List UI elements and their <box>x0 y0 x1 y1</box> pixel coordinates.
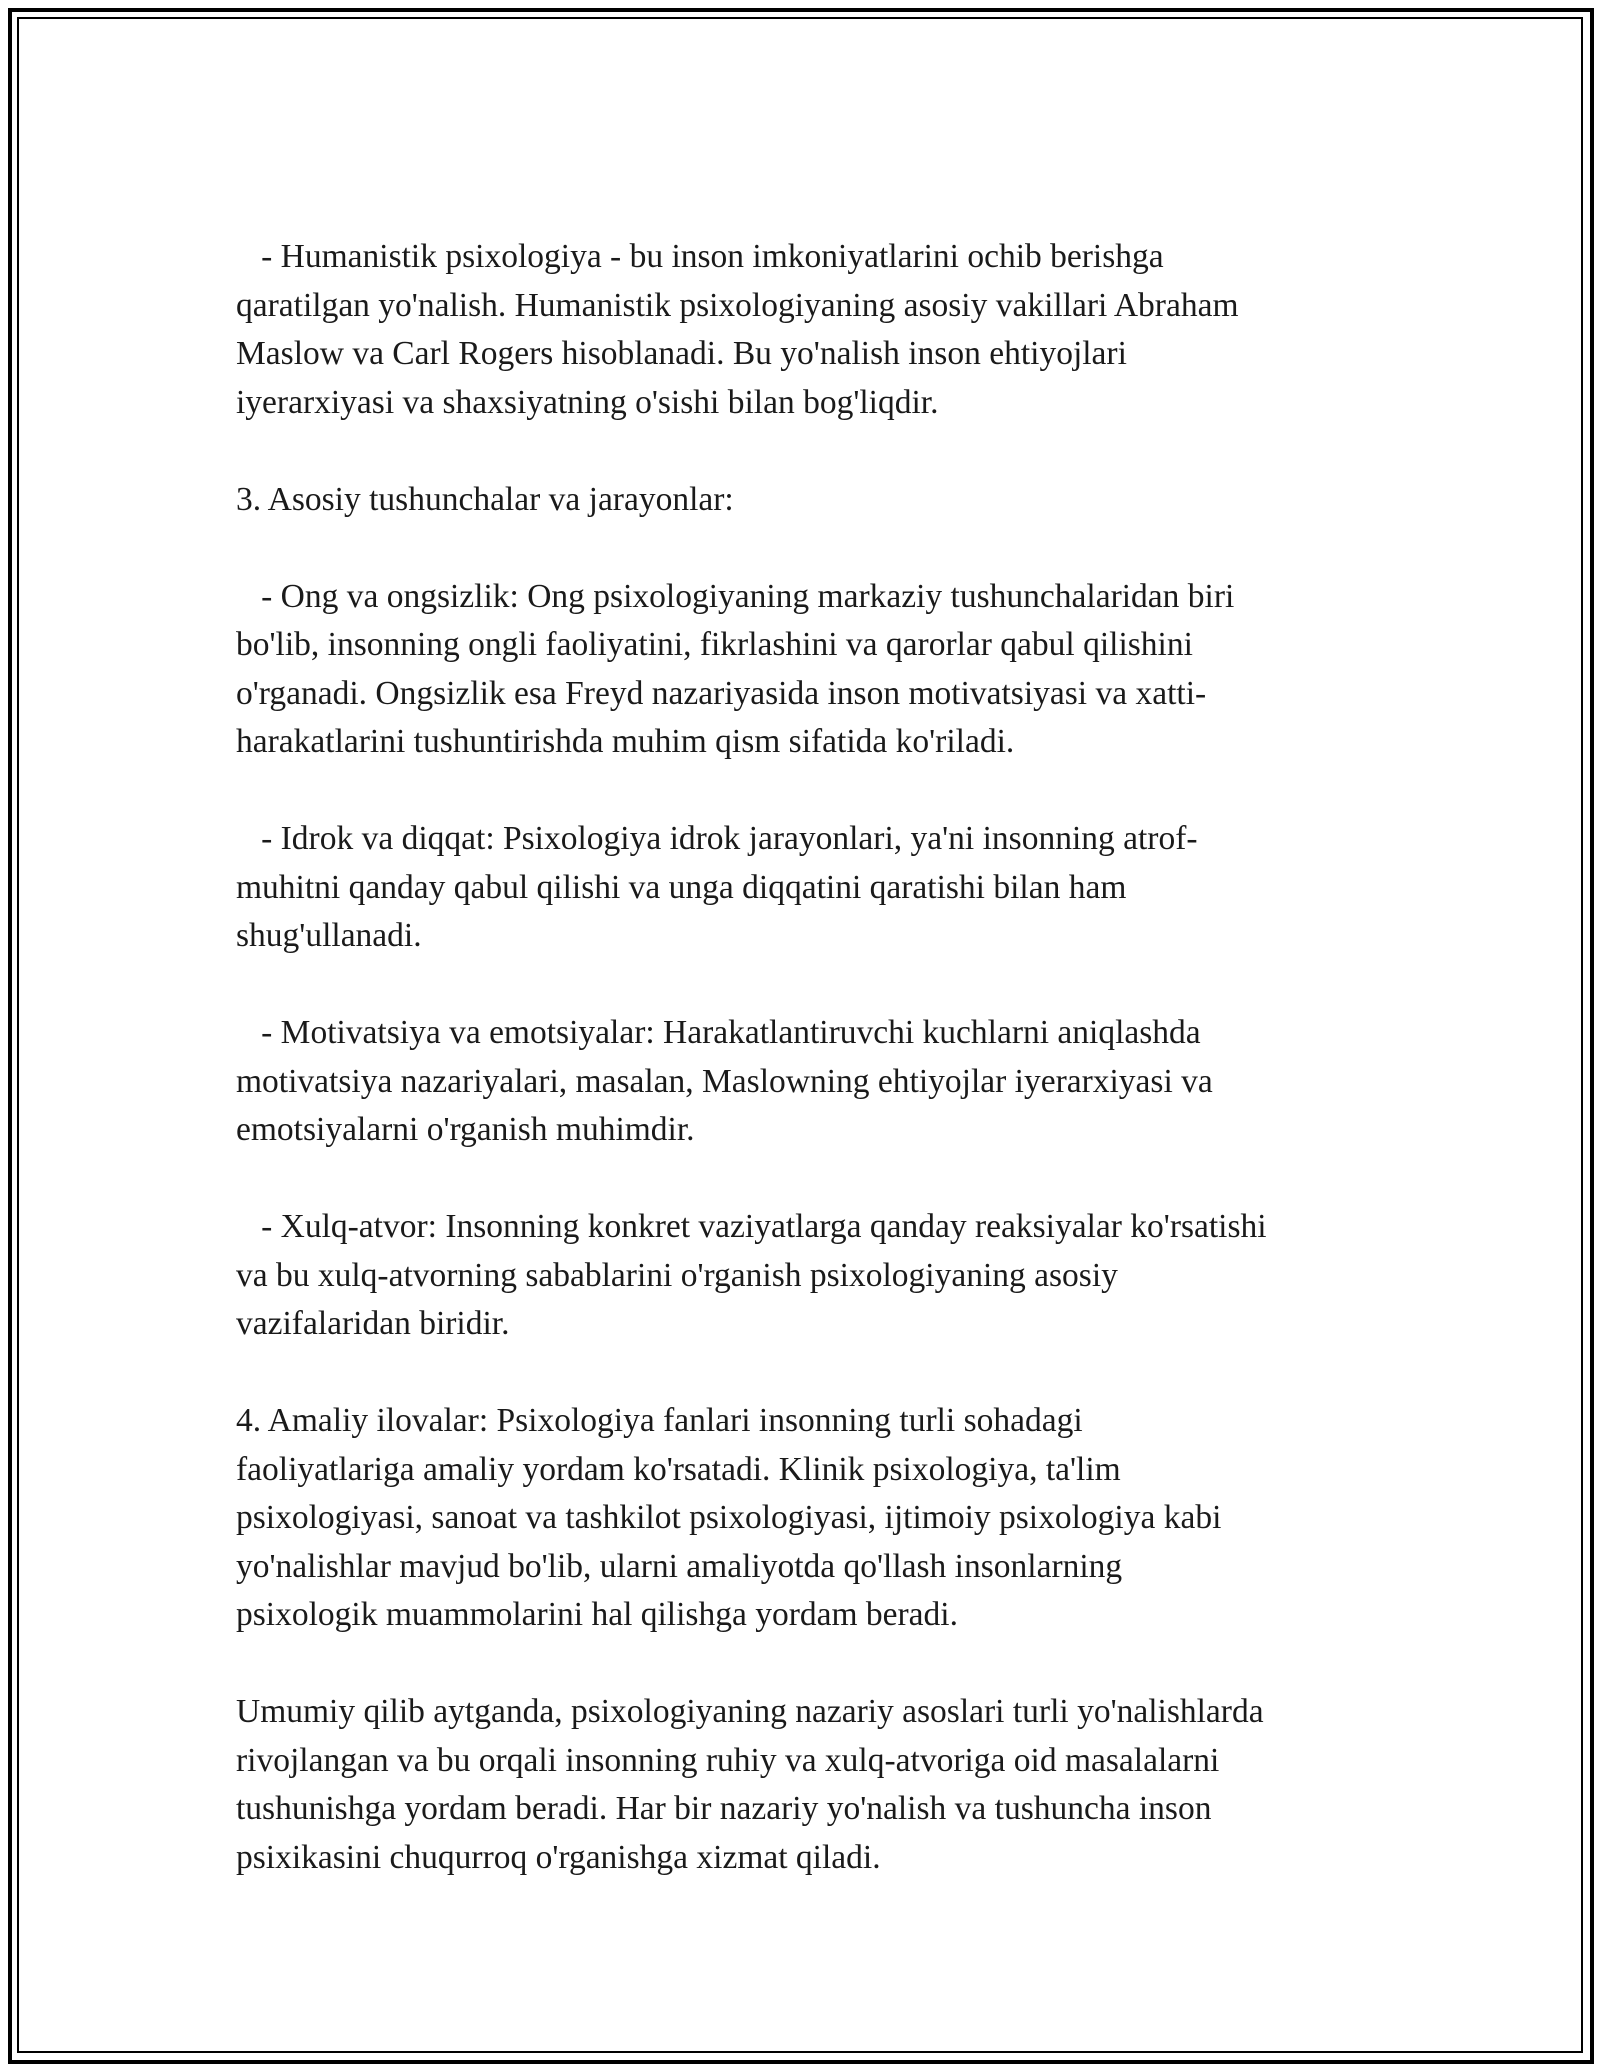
paragraph-humanistic-psychology: - Humanistik psixologiya - bu inson imkoniyatlarini ochib berishga qaratilgan yo'nalish. Humanistik psixologiyaning asosiy vakillari Abraham Maslow va Carl Rogers hisoblanadi. Bu yo'nalish inson ehtiyojlari iyerarxiyasi va shaxsiyatning o'sishi bilan bog'liqdir. <box>236 238 1239 421</box>
paragraph-motivation-emotions: - Motivatsiya va emotsiyalar: Harakatlantiruvchi kuchlarni aniqlashda motivatsiya nazariyalari, masalan, Maslowning ehtiyojlar iyerarxiyasi va emotsiyalarni o'rganish muhimdir. <box>236 1014 1213 1148</box>
paragraph-behavior: - Xulq-atvor: Insonning konkret vaziyatlarga qanday reaksiyalar ko'rsatishi va bu xulq-atvorning sabablarini o'rganish psixologiyaning asosiy vazifalaridan biridir. <box>236 1208 1267 1342</box>
paragraph-practical-applications: 4. Amaliy ilovalar: Psixologiya fanlari insonning turli sohadagi faoliyatlariga amaliy yordam ko'rsatadi. Klinik psixologiya, ta'lim psixologiyasi, sanoat va tashkilot psixologiyasi, ijtimoiy psixologiya kabi yo'nalishlar mavjud bo'lib, ularni amaliyotda qo'llash insonlarning psixologik muammolarini hal qilishga yordam beradi. <box>236 1402 1222 1633</box>
paragraph-conclusion: Umumiy qilib aytganda, psixologiyaning nazariy asoslari turli yo'nalishlarda rivojlangan va bu orqali insonning ruhiy va xulq-atvoriga oid masalalarni tushunishga yordam beradi. Har bir nazariy yo'nalish va tushuncha inson psixikasini chuqurroq o'rganishga xizmat qiladi. <box>236 1693 1264 1876</box>
paragraph-perception-attention: - Idrok va diqqat: Psixologiya idrok jarayonlari, ya'ni insonning atrof- muhitni qanday qabul qilishi va unga diqqatini qaratishi bilan ham shug'ullanadi. <box>236 820 1198 954</box>
paragraph-consciousness: - Ong va ongsizlik: Ong psixologiyaning markaziy tushunchalaridan biri bo'lib, insonning ongli faoliyatini, fikrlashini va qarorlar qabul qilishini o'rganadi. Ongsizlik esa Freyd nazariyasida inson motivatsiyasi va xatti- harakatlarini tushuntirishda muhim qism sifatida ko'riladi. <box>236 577 1235 760</box>
section-heading-basic-concepts: 3. Asosiy tushunchalar va jarayonlar: <box>236 480 734 518</box>
document-body <box>236 233 1396 1882</box>
